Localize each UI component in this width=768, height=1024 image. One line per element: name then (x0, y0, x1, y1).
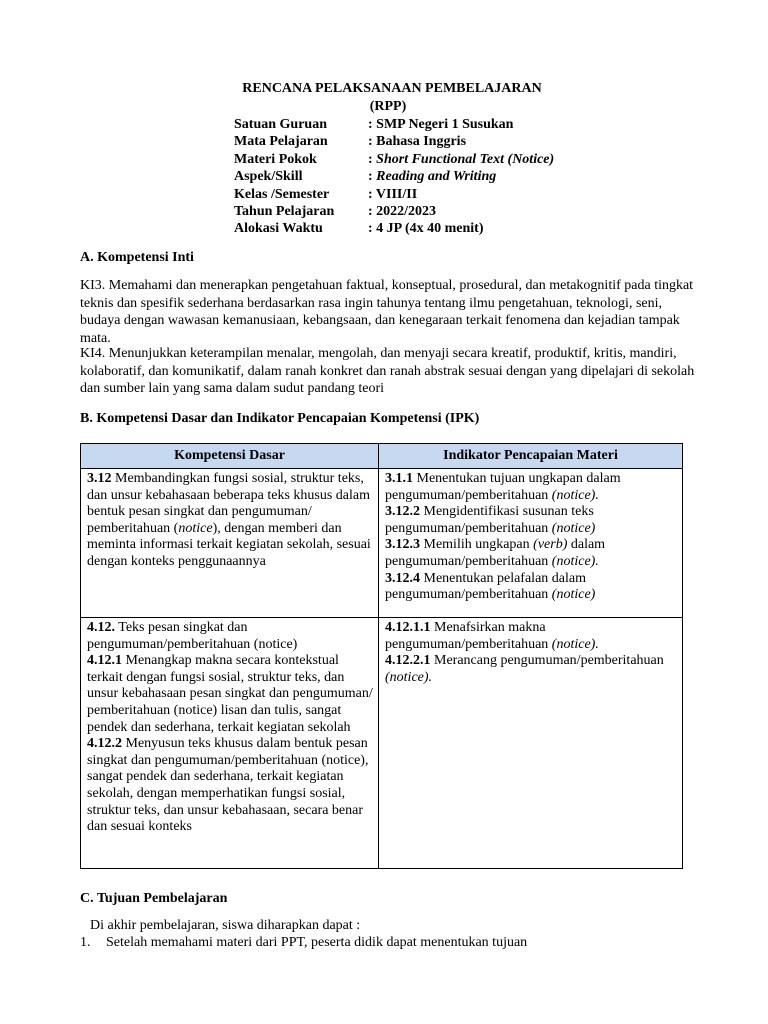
meta-row (234, 116, 554, 133)
ipk-text-italic: (notice) (551, 520, 596, 536)
kd-text: Membandingkan fungsi sosial, struktur teks, dan unsur kebahasaan beberapa teks khusus dalam bentuk pesan singkat dan pengumuman/ pemberitahuan ( (87, 471, 371, 536)
meta-row (234, 168, 554, 185)
meta-value: : VIII/II (368, 186, 418, 202)
ipk-item (385, 504, 678, 537)
meta-key: Satuan Guruan (234, 117, 327, 132)
ipk-item (385, 653, 678, 686)
kd-item (87, 620, 374, 653)
kd-text: Teks pesan singkat dan pengumuman/pemberitahuan (notice) (87, 620, 298, 652)
meta-value-italic: Short Functional Text (Notice) (376, 151, 555, 167)
meta-row (234, 186, 554, 203)
kd-item (87, 736, 374, 836)
ipk-code: 3.12.3 (385, 537, 420, 553)
meta-value-prefix: : (368, 151, 377, 167)
ki4-paragraph: KI4. Menunjukkan keterampilan menalar, mengolah, dan menyaji secara kreatif, produktif, kritis, mandiri, kolaboratif, dan komunikatif, dalam ranah konkret dan ranah abstrak sesuai dengan yang dipelajari di sekolah dan sumber lain yang sama dalam sudut pandang teori (80, 346, 695, 397)
section-c-heading: C. Tujuan Pembelajaran (80, 891, 228, 906)
ipk-code: 4.12.2.1 (385, 653, 431, 669)
table-row (81, 618, 683, 869)
meta-value-prefix: : (368, 169, 377, 185)
meta-key: Materi Pokok (234, 151, 317, 167)
ipk-text: Menentukan pelafalan dalam pengumuman/pemberitahuan (385, 570, 586, 603)
ipk-item (385, 620, 678, 653)
objective-number: 1. (80, 935, 91, 950)
kd-code: 4.12.1 (87, 653, 122, 669)
kd-text: Menyusun teks khusus dalam bentuk pesan singkat dan pengumuman/pemberitahuan (notice), sangat pendek dan sederhana, terkait kegiatan sekolah, dengan memperhatikan fungsi sosial, struktur teks, dan unsur kebahasaan, secara benar dan sesuai konteks (87, 736, 369, 835)
ipk-code: 3.12.4 (385, 570, 420, 586)
meta-row (234, 203, 554, 220)
objective-item (80, 935, 527, 951)
ipk-text-italic: (verb) (533, 537, 568, 553)
ipk-text-italic: (notice). (551, 636, 599, 652)
meta-value: : SMP Negeri 1 Susukan (368, 117, 514, 132)
meta-key: Alokasi Waktu (234, 221, 323, 237)
table-header-row (81, 444, 683, 469)
ipk-code: 3.1.1 (385, 471, 413, 486)
competency-table (80, 443, 683, 869)
meta-value-italic: Reading and Writing (376, 169, 497, 185)
meta-value: : 2022/2023 (368, 204, 437, 220)
kd-text: ), dengan memberi dan meminta informasi terkait kegiatan sekolah, sesuai dengan konteks penggunaannya (87, 520, 371, 569)
kd-item (87, 653, 374, 736)
ipk-item (385, 571, 678, 604)
table-row (81, 469, 683, 618)
meta-key: Kelas /Semester (234, 186, 330, 202)
ipk-text: dalam pengumuman/pemberitahuan (385, 537, 606, 569)
objectives-intro: Di akhir pembelajaran, siswa diharapkan dapat : (90, 918, 361, 933)
ipk-cell (379, 618, 683, 869)
ipk-text: Menafsirkan makna pengumuman/pemberitahuan (385, 620, 552, 652)
meta-row (234, 220, 554, 237)
column-header-kd: Kompetensi Dasar (81, 444, 379, 469)
ipk-cell (379, 469, 683, 618)
ki3-paragraph: KI3. Memahami dan menerapkan pengetahuan faktual, konseptual, prosedural, dan metakognitif pada tingkat teknis dan spesifik sederhana berdasarkan rasa ingin tahunya tentang ilmu pengetahuan, teknologi, seni, budaya dengan wawasan kemanusiaan, kebangsaan, dan kenegaraan terkait fenomena dan kejadian tampak mata. (80, 278, 694, 346)
meta-key: Aspek/Skill (234, 169, 303, 185)
column-header-ipk: Indikator Pencapaian Materi (379, 444, 683, 469)
section-a-heading: A. Kompetensi Inti (80, 250, 194, 265)
ipk-code: 4.12.1.1 (385, 620, 431, 635)
kd-code: 3.12 (87, 471, 112, 486)
meta-value: : Bahasa Inggris (368, 134, 467, 150)
ipk-item (385, 471, 678, 504)
meta-value (368, 151, 554, 168)
ipk-text-italic: (notice). (385, 669, 433, 685)
meta-key: Mata Pelajaran (234, 134, 328, 150)
meta-row (234, 151, 554, 168)
kd-text: Menangkap makna secara kontekstual terkait dengan fungsi sosial, struktur teks, dan unsur kebahasaan pesan singkat dan pengumuman/ pemberitahuan (notice) lisan dan tulis, sangat pendek dan sederhana, terkait kegiatan sekolah (87, 653, 373, 735)
meta-row (234, 133, 554, 150)
ipk-text: Memilih ungkapan (420, 537, 534, 553)
kd-code: 4.12. (87, 620, 115, 635)
ipk-text: Mengidentifikasi susunan teks pengumuman/pemberitahuan (385, 504, 594, 536)
ipk-text: Merancang pengumuman/pemberitahuan (430, 653, 664, 669)
ipk-text-italic: (notice). (551, 487, 599, 503)
ipk-text: Menentukan tujuan ungkapan dalam pengumuman/pemberitahuan (385, 471, 621, 503)
meta-value (368, 168, 554, 185)
ipk-item (385, 537, 678, 570)
meta-key: Tahun Pelajaran (234, 204, 335, 220)
kd-cell (81, 469, 379, 618)
kd-text-italic: notice (178, 520, 213, 536)
ipk-code: 3.12.2 (385, 504, 420, 520)
identity-table (234, 116, 554, 238)
ipk-text-italic: (notice) (551, 587, 596, 603)
kd-code: 4.12.2 (87, 736, 122, 752)
document-title: RENCANA PELAKSANAAN PEMBELAJARAN (242, 81, 542, 96)
document-subtitle: (RPP) (369, 99, 407, 114)
kd-cell (81, 618, 379, 869)
meta-value: : 4 JP (4x 40 menit) (368, 221, 484, 237)
objective-text: Setelah memahami materi dari PPT, peserta didik dapat menentukan tujuan (106, 935, 528, 950)
ipk-text-italic: (notice). (551, 553, 599, 569)
section-b-heading: B. Kompetensi Dasar dan Indikator Pencapaian Kompetensi (IPK) (80, 411, 480, 426)
